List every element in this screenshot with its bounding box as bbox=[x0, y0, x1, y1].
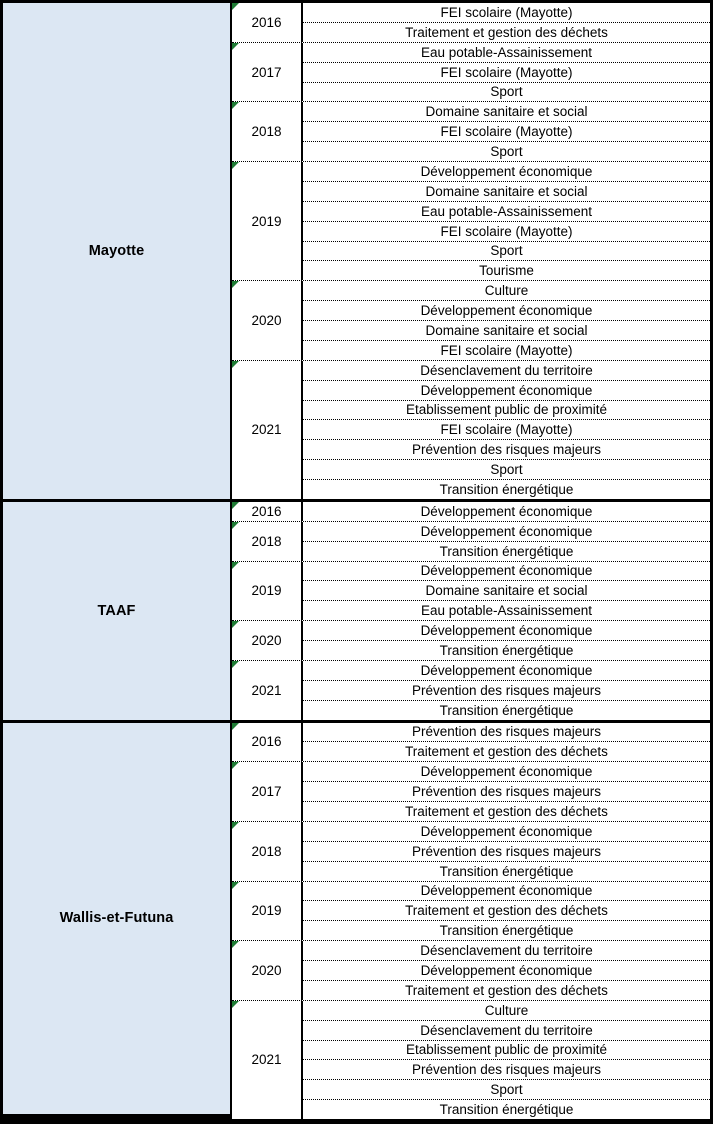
cell-error-indicator-icon bbox=[232, 723, 239, 730]
year-group-2018 bbox=[232, 101, 710, 161]
category-cell[interactable] bbox=[303, 1099, 710, 1119]
year-cell[interactable] bbox=[232, 522, 303, 561]
category-label: Transition énergétique bbox=[439, 543, 574, 559]
category-cell[interactable] bbox=[303, 882, 710, 901]
category-cell[interactable] bbox=[303, 801, 710, 821]
category-cell[interactable] bbox=[303, 522, 710, 541]
category-label: Transition énergétique bbox=[439, 702, 574, 718]
year-label: 2018 bbox=[251, 533, 282, 549]
category-label: Prévention des risques majeurs bbox=[411, 682, 602, 698]
category-label: FEI scolaire (Mayotte) bbox=[440, 4, 573, 20]
category-rows bbox=[303, 162, 710, 280]
category-cell[interactable] bbox=[303, 980, 710, 1000]
category-cell[interactable] bbox=[303, 1040, 710, 1060]
category-label: Prévention des risques majeurs bbox=[411, 784, 602, 800]
category-label: Développement économique bbox=[420, 523, 593, 539]
category-label: Développement économique bbox=[420, 823, 593, 839]
category-cell[interactable] bbox=[303, 861, 710, 881]
category-label: Développement économique bbox=[420, 962, 593, 978]
category-rows bbox=[303, 562, 710, 621]
category-label: Sport bbox=[490, 1082, 523, 1098]
category-rows bbox=[303, 661, 710, 720]
category-rows bbox=[303, 882, 710, 941]
year-label: 2018 bbox=[251, 843, 282, 859]
category-label: Tourisme bbox=[479, 263, 534, 279]
category-rows bbox=[303, 502, 710, 521]
category-label: Développement économique bbox=[420, 303, 593, 319]
year-label: 2016 bbox=[251, 503, 282, 519]
year-group-2017 bbox=[232, 761, 710, 821]
category-label: Développement économique bbox=[420, 382, 593, 398]
year-label: 2021 bbox=[251, 422, 282, 438]
category-label: Traitement et gestion des déchets bbox=[405, 24, 608, 40]
category-cell[interactable] bbox=[303, 162, 710, 181]
category-cell[interactable] bbox=[303, 1020, 710, 1040]
year-label: 2018 bbox=[251, 124, 282, 140]
year-group-2016 bbox=[232, 502, 710, 521]
category-label: Prévention des risques majeurs bbox=[411, 442, 602, 458]
category-rows bbox=[303, 941, 710, 1000]
category-label: Domaine sanitaire et social bbox=[425, 183, 588, 199]
category-label: Transition énergétique bbox=[439, 863, 574, 879]
category-label: Traitement et gestion des déchets bbox=[405, 982, 608, 998]
cell-error-indicator-icon bbox=[232, 1001, 239, 1008]
category-label: Eau potable-Assainissement bbox=[420, 203, 593, 219]
category-rows bbox=[303, 723, 710, 762]
year-cell[interactable] bbox=[232, 162, 303, 280]
category-cell[interactable] bbox=[303, 300, 710, 320]
category-cell[interactable] bbox=[303, 941, 710, 960]
category-cell[interactable] bbox=[303, 380, 710, 400]
category-cell[interactable] bbox=[303, 1059, 710, 1079]
category-cell[interactable] bbox=[303, 900, 710, 920]
category-rows bbox=[303, 361, 710, 499]
year-group-2019 bbox=[232, 881, 710, 941]
year-label: 2017 bbox=[251, 64, 282, 80]
category-label: Désenclavement du territoire bbox=[420, 943, 593, 959]
category-cell[interactable] bbox=[303, 340, 710, 360]
year-group-2021 bbox=[232, 660, 710, 720]
category-cell[interactable] bbox=[303, 241, 710, 261]
year-cell[interactable] bbox=[232, 1001, 303, 1119]
year-label: 2019 bbox=[251, 213, 282, 229]
year-label: 2020 bbox=[251, 962, 282, 978]
category-cell[interactable] bbox=[303, 920, 710, 940]
cell-error-indicator-icon bbox=[232, 102, 239, 109]
category-cell[interactable] bbox=[303, 221, 710, 241]
cell-error-indicator-icon bbox=[232, 661, 239, 668]
category-label: Désenclavement du territoire bbox=[420, 1022, 593, 1038]
category-label: Etablissement public de proximité bbox=[405, 1042, 608, 1058]
category-cell[interactable] bbox=[303, 700, 710, 720]
category-label: Traitement et gestion des déchets bbox=[405, 903, 608, 919]
category-cell[interactable] bbox=[303, 82, 710, 102]
category-rows bbox=[303, 281, 710, 360]
region-label: TAAF bbox=[97, 602, 136, 619]
category-label: Développement économique bbox=[420, 662, 593, 678]
category-cell[interactable] bbox=[303, 260, 710, 280]
category-cell[interactable] bbox=[303, 680, 710, 700]
category-label: FEI scolaire (Mayotte) bbox=[440, 422, 573, 438]
region-label: Mayotte bbox=[88, 242, 145, 259]
category-cell[interactable] bbox=[303, 22, 710, 42]
category-label: Prévention des risques majeurs bbox=[411, 724, 602, 740]
year-cell[interactable] bbox=[232, 621, 303, 660]
cell-error-indicator-icon bbox=[232, 281, 239, 288]
category-label: Développement économique bbox=[420, 883, 593, 899]
category-label: Domaine sanitaire et social bbox=[425, 583, 588, 599]
year-cell[interactable] bbox=[232, 822, 303, 881]
cell-error-indicator-icon bbox=[232, 43, 239, 50]
section-mayotte bbox=[3, 3, 710, 499]
category-cell[interactable] bbox=[303, 541, 710, 561]
category-rows bbox=[303, 3, 710, 42]
cell-error-indicator-icon bbox=[232, 562, 239, 569]
region-cell-wallis-et-futuna[interactable] bbox=[3, 723, 232, 1120]
year-label: 2017 bbox=[251, 784, 282, 800]
category-label: FEI scolaire (Mayotte) bbox=[440, 342, 573, 358]
category-cell[interactable] bbox=[303, 3, 710, 22]
cell-error-indicator-icon bbox=[232, 361, 239, 368]
category-label: Etablissement public de proximité bbox=[405, 402, 608, 418]
category-label: Développement économique bbox=[420, 503, 593, 519]
year-group-2018 bbox=[232, 521, 710, 561]
year-cell[interactable] bbox=[232, 102, 303, 161]
category-label: Sport bbox=[490, 144, 523, 160]
cell-error-indicator-icon bbox=[232, 941, 239, 948]
cell-error-indicator-icon bbox=[232, 882, 239, 889]
year-label: 2021 bbox=[251, 1052, 282, 1068]
year-group-2019 bbox=[232, 161, 710, 280]
year-label: 2020 bbox=[251, 633, 282, 648]
year-cell[interactable] bbox=[232, 3, 303, 42]
category-cell[interactable] bbox=[303, 502, 710, 521]
year-groups bbox=[232, 502, 710, 720]
category-label: Eau potable-Assainissement bbox=[420, 603, 593, 619]
category-rows bbox=[303, 621, 710, 660]
category-label: Traitement et gestion des déchets bbox=[405, 744, 608, 760]
year-cell[interactable] bbox=[232, 502, 303, 521]
category-label: Développement économique bbox=[420, 764, 593, 780]
category-cell[interactable] bbox=[303, 600, 710, 620]
category-cell[interactable] bbox=[303, 960, 710, 980]
year-cell[interactable] bbox=[232, 361, 303, 499]
category-cell[interactable] bbox=[303, 361, 710, 380]
category-label: Transition énergétique bbox=[439, 923, 574, 939]
category-label: Domaine sanitaire et social bbox=[425, 104, 588, 120]
category-cell[interactable] bbox=[303, 62, 710, 82]
category-rows bbox=[303, 102, 710, 161]
category-rows bbox=[303, 43, 710, 102]
year-cell[interactable] bbox=[232, 882, 303, 941]
region-label: Wallis-et-Futuna bbox=[59, 910, 174, 927]
category-cell[interactable] bbox=[303, 201, 710, 221]
category-cell[interactable] bbox=[303, 822, 710, 841]
region-cell-mayotte[interactable] bbox=[3, 3, 232, 499]
category-cell[interactable] bbox=[303, 121, 710, 141]
year-group-2021 bbox=[232, 1000, 710, 1119]
year-cell[interactable] bbox=[232, 43, 303, 102]
category-cell[interactable] bbox=[303, 102, 710, 121]
category-cell[interactable] bbox=[303, 281, 710, 300]
category-cell[interactable] bbox=[303, 459, 710, 479]
year-label: 2019 bbox=[251, 583, 282, 599]
category-label: Développement économique bbox=[420, 563, 593, 579]
section-taaf bbox=[3, 499, 710, 720]
cell-error-indicator-icon bbox=[232, 621, 239, 628]
category-cell[interactable] bbox=[303, 400, 710, 420]
cell-error-indicator-icon bbox=[232, 762, 239, 769]
category-label: Prévention des risques majeurs bbox=[411, 843, 602, 859]
category-label: Désenclavement du territoire bbox=[420, 362, 593, 378]
category-label: Transition énergétique bbox=[439, 481, 574, 497]
category-cell[interactable] bbox=[303, 841, 710, 861]
category-cell[interactable] bbox=[303, 479, 710, 499]
category-cell[interactable] bbox=[303, 562, 710, 581]
year-label: 2016 bbox=[251, 734, 282, 750]
cell-error-indicator-icon bbox=[232, 3, 239, 10]
category-cell[interactable] bbox=[303, 439, 710, 459]
year-cell[interactable] bbox=[232, 941, 303, 1000]
category-label: Culture bbox=[484, 1002, 529, 1018]
year-group-2017 bbox=[232, 42, 710, 102]
year-groups bbox=[232, 723, 710, 1120]
year-group-2019 bbox=[232, 561, 710, 621]
category-label: FEI scolaire (Mayotte) bbox=[440, 223, 573, 239]
category-label: Traitement et gestion des déchets bbox=[405, 803, 608, 819]
category-label: Eau potable-Assainissement bbox=[420, 44, 593, 60]
category-cell[interactable] bbox=[303, 320, 710, 340]
category-cell[interactable] bbox=[303, 640, 710, 660]
category-label: Culture bbox=[484, 283, 529, 299]
category-cell[interactable] bbox=[303, 781, 710, 801]
year-cell[interactable] bbox=[232, 281, 303, 360]
category-cell[interactable] bbox=[303, 741, 710, 761]
category-cell[interactable] bbox=[303, 419, 710, 439]
year-cell[interactable] bbox=[232, 562, 303, 621]
category-cell[interactable] bbox=[303, 621, 710, 640]
category-cell[interactable] bbox=[303, 580, 710, 600]
category-cell[interactable] bbox=[303, 762, 710, 781]
category-label: Prévention des risques majeurs bbox=[411, 1062, 602, 1078]
year-label: 2020 bbox=[251, 313, 282, 328]
category-rows bbox=[303, 522, 710, 561]
year-group-2020 bbox=[232, 280, 710, 360]
category-label: FEI scolaire (Mayotte) bbox=[440, 64, 573, 80]
cell-error-indicator-icon bbox=[232, 822, 239, 829]
category-label: Transition énergétique bbox=[439, 1102, 574, 1118]
year-group-2021 bbox=[232, 360, 710, 499]
category-cell[interactable] bbox=[303, 43, 710, 62]
year-label: 2019 bbox=[251, 903, 282, 919]
year-groups bbox=[232, 3, 710, 499]
year-label: 2016 bbox=[251, 14, 282, 30]
category-cell[interactable] bbox=[303, 1001, 710, 1020]
region-cell-taaf[interactable] bbox=[3, 502, 232, 720]
year-group-2016 bbox=[232, 3, 710, 42]
category-cell[interactable] bbox=[303, 723, 710, 742]
category-label: Domaine sanitaire et social bbox=[425, 322, 588, 338]
category-cell[interactable] bbox=[303, 1079, 710, 1099]
category-label: Sport bbox=[490, 84, 523, 100]
cell-error-indicator-icon bbox=[232, 162, 239, 169]
category-label: Développement économique bbox=[420, 623, 593, 639]
year-group-2020 bbox=[232, 940, 710, 1000]
category-label: Sport bbox=[490, 243, 523, 259]
year-group-2018 bbox=[232, 821, 710, 881]
category-label: Transition énergétique bbox=[439, 642, 574, 658]
cell-error-indicator-icon bbox=[232, 522, 239, 529]
year-label: 2021 bbox=[251, 682, 282, 698]
category-rows bbox=[303, 762, 710, 821]
year-cell[interactable] bbox=[232, 762, 303, 821]
year-group-2016 bbox=[232, 723, 710, 762]
category-cell[interactable] bbox=[303, 661, 710, 680]
category-label: FEI scolaire (Mayotte) bbox=[440, 124, 573, 140]
year-cell[interactable] bbox=[232, 723, 303, 762]
cell-error-indicator-icon bbox=[232, 502, 239, 509]
category-cell[interactable] bbox=[303, 181, 710, 201]
category-label: Sport bbox=[490, 462, 523, 478]
section-wallis-et-futuna bbox=[3, 720, 710, 1120]
category-rows bbox=[303, 1001, 710, 1119]
category-rows bbox=[303, 822, 710, 881]
category-cell[interactable] bbox=[303, 141, 710, 161]
category-label: Développement économique bbox=[420, 163, 593, 179]
year-group-2020 bbox=[232, 620, 710, 660]
year-cell[interactable] bbox=[232, 661, 303, 720]
